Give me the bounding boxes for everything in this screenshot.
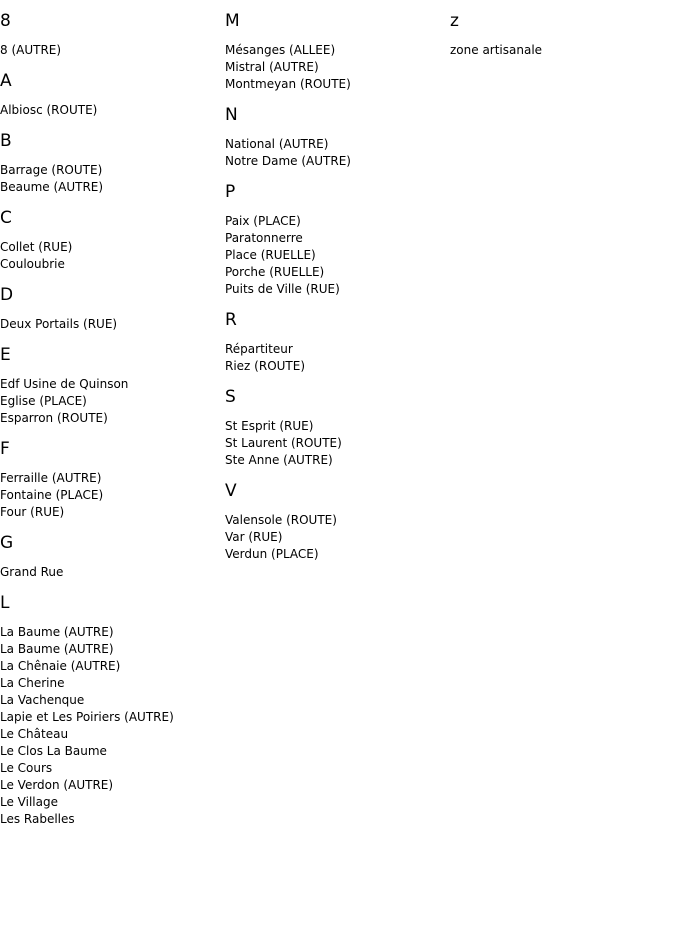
street-link[interactable]: Le Verdon (AUTRE)	[0, 778, 114, 792]
street-list	[450, 42, 675, 59]
street-list	[0, 42, 225, 59]
street-link[interactable]: Deux Portails (RUE)	[0, 317, 118, 331]
letter-heading: z	[450, 11, 459, 31]
street-link[interactable]: National (AUTRE)	[225, 137, 329, 151]
street-link[interactable]: Beaume (AUTRE)	[0, 180, 104, 194]
street-link[interactable]: Grand Rue	[0, 565, 64, 579]
street-list	[225, 341, 450, 375]
street-link[interactable]: Notre Dame (AUTRE)	[225, 154, 351, 168]
letter-group	[0, 208, 225, 273]
street-link[interactable]: La Chênaie (AUTRE)	[0, 659, 121, 673]
street-list	[0, 316, 225, 333]
street-list	[0, 239, 225, 273]
letter-group	[225, 310, 450, 375]
index-column-3	[450, 0, 675, 59]
letter-heading: V	[225, 481, 237, 501]
letter-group	[0, 131, 225, 196]
street-link[interactable]: Porche (RUELLE)	[225, 265, 325, 279]
letter-heading: B	[0, 131, 12, 151]
letter-heading: G	[0, 533, 14, 553]
street-link[interactable]: Ste Anne (AUTRE)	[225, 453, 333, 467]
letter-group	[0, 285, 225, 333]
street-link[interactable]: Verdun (PLACE)	[225, 547, 319, 561]
letter-heading: F	[0, 439, 10, 459]
index-column-2	[225, 0, 450, 563]
letter-heading: M	[225, 11, 240, 31]
letter-heading: C	[0, 208, 12, 228]
letter-heading: E	[0, 345, 11, 365]
letter-group	[0, 71, 225, 119]
street-list	[0, 376, 225, 427]
index-column-1	[0, 0, 225, 828]
street-list	[0, 162, 225, 196]
street-link[interactable]: Le Village	[0, 795, 58, 809]
street-list	[225, 512, 450, 563]
street-link[interactable]: Mistral (AUTRE)	[225, 60, 319, 74]
street-link[interactable]: Répartiteur	[225, 342, 293, 356]
street-link[interactable]: Four (RUE)	[0, 505, 65, 519]
letter-group	[0, 11, 225, 59]
street-link[interactable]: La Baume (AUTRE)	[0, 642, 114, 656]
street-link[interactable]: La Cherine	[0, 676, 65, 690]
street-link[interactable]: Collet (RUE)	[0, 240, 73, 254]
street-link[interactable]: zone artisanale	[450, 43, 543, 57]
street-link[interactable]: Albiosc (ROUTE)	[0, 103, 98, 117]
street-link[interactable]: Barrage (ROUTE)	[0, 163, 103, 177]
street-link[interactable]: Ferraille (AUTRE)	[0, 471, 102, 485]
street-list	[0, 470, 225, 521]
letter-group	[225, 105, 450, 170]
street-list	[0, 624, 225, 828]
letter-heading: L	[0, 593, 10, 613]
street-link[interactable]: St Laurent (ROUTE)	[225, 436, 342, 450]
letter-heading: 8	[0, 11, 11, 31]
street-list	[0, 564, 225, 581]
street-link[interactable]: Edf Usine de Quinson	[0, 377, 129, 391]
street-link[interactable]: Paratonnerre	[225, 231, 303, 245]
street-link[interactable]: 8 (AUTRE)	[0, 43, 62, 57]
street-list	[225, 213, 450, 298]
street-list	[225, 136, 450, 170]
street-link[interactable]: Place (RUELLE)	[225, 248, 316, 262]
letter-group	[0, 593, 225, 828]
street-link[interactable]: Le Cours	[0, 761, 53, 775]
letter-group	[0, 533, 225, 581]
street-link[interactable]: St Esprit (RUE)	[225, 419, 314, 433]
street-link[interactable]: La Vachenque	[0, 693, 85, 707]
street-list	[225, 418, 450, 469]
street-link[interactable]: Riez (ROUTE)	[225, 359, 306, 373]
street-link[interactable]: Paix (PLACE)	[225, 214, 301, 228]
letter-group	[225, 11, 450, 93]
street-link[interactable]: Puits de Ville (RUE)	[225, 282, 340, 296]
street-link[interactable]: Les Rabelles	[0, 812, 75, 826]
street-link[interactable]: Fontaine (PLACE)	[0, 488, 104, 502]
street-link[interactable]: Le Château	[0, 727, 69, 741]
street-link[interactable]: Esparron (ROUTE)	[0, 411, 108, 425]
street-list	[0, 102, 225, 119]
letter-heading: N	[225, 105, 238, 125]
letter-heading: R	[225, 310, 237, 330]
letter-heading: S	[225, 387, 236, 407]
street-link[interactable]: Var (RUE)	[225, 530, 283, 544]
street-link[interactable]: La Baume (AUTRE)	[0, 625, 114, 639]
letter-heading: A	[0, 71, 12, 91]
street-link[interactable]: Eglise (PLACE)	[0, 394, 87, 408]
letter-group	[0, 345, 225, 427]
letter-heading: D	[0, 285, 14, 305]
letter-heading: P	[225, 182, 236, 202]
letter-group	[450, 11, 675, 59]
street-list	[225, 42, 450, 93]
letter-group	[225, 481, 450, 563]
street-link[interactable]: Lapie et Les Poiriers (AUTRE)	[0, 710, 174, 724]
street-link[interactable]: Montmeyan (ROUTE)	[225, 77, 351, 91]
street-link[interactable]: Couloubrie	[0, 257, 65, 271]
letter-group	[0, 439, 225, 521]
street-link[interactable]: Valensole (ROUTE)	[225, 513, 337, 527]
letter-group	[225, 387, 450, 469]
letter-group	[225, 182, 450, 298]
street-link[interactable]: Le Clos La Baume	[0, 744, 107, 758]
street-link[interactable]: Mésanges (ALLEE)	[225, 43, 336, 57]
